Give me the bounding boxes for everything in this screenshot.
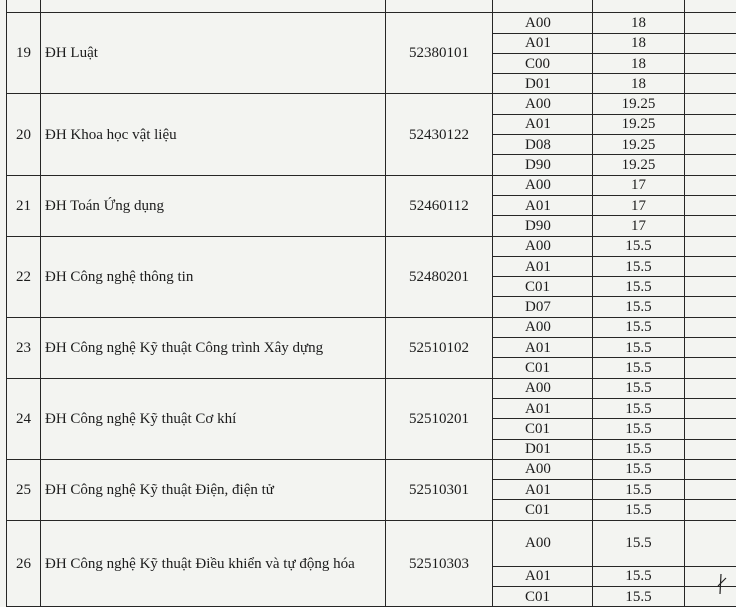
cutoff-score: 15.5 xyxy=(593,419,685,439)
major-code: 52460112 xyxy=(386,175,493,236)
cutoff-score: 19.25 xyxy=(593,135,685,155)
table-row xyxy=(7,13,736,33)
cutoff-score: 18 xyxy=(593,74,685,94)
cutoff-score: 15.5 xyxy=(593,500,685,520)
subject-block: A01 xyxy=(493,114,593,134)
subject-block: A01 xyxy=(493,256,593,276)
note-cell xyxy=(685,135,736,155)
row-number: 26 xyxy=(7,520,41,607)
subject-block: C01 xyxy=(493,358,593,378)
major-code: 52510102 xyxy=(386,317,493,378)
note-cell xyxy=(685,155,736,175)
cutoff-score: 15.5 xyxy=(593,398,685,418)
subject-block: C01 xyxy=(493,587,593,607)
table-row xyxy=(7,236,736,256)
row-number: 19 xyxy=(7,13,41,94)
subject-block: A00 xyxy=(493,13,593,33)
note-cell xyxy=(685,338,736,358)
major-code: 52480201 xyxy=(386,236,493,317)
row-number: 25 xyxy=(7,459,41,520)
note-cell xyxy=(685,53,736,73)
subject-block: A01 xyxy=(493,566,593,586)
major-name: ĐH Công nghệ Kỹ thuật Điều khiển và tự động hóa xyxy=(41,520,386,607)
subject-block: A00 xyxy=(493,317,593,337)
note-cell xyxy=(685,216,736,236)
note-cell xyxy=(685,480,736,500)
subject-block: A01 xyxy=(493,398,593,418)
cutoff-score: 15.5 xyxy=(593,520,685,566)
cutoff-score: 18 xyxy=(593,33,685,53)
table-row xyxy=(7,175,736,195)
cutoff-score: 19.25 xyxy=(593,114,685,134)
note-cell xyxy=(685,256,736,276)
cutoff-score: 15.5 xyxy=(593,480,685,500)
major-code: 52430122 xyxy=(386,94,493,175)
note-cell xyxy=(685,74,736,94)
note-cell xyxy=(685,33,736,53)
subject-block: A00 xyxy=(493,236,593,256)
subject-block: D90 xyxy=(493,216,593,236)
subject-block: A01 xyxy=(493,195,593,215)
cutoff-score: 19.25 xyxy=(593,155,685,175)
note-cell xyxy=(685,175,736,195)
table-body xyxy=(7,0,736,607)
subject-block: C01 xyxy=(493,277,593,297)
subject-block: A01 xyxy=(493,33,593,53)
cutoff-score: 17 xyxy=(593,216,685,236)
note-cell xyxy=(685,459,736,479)
subject-block: A01 xyxy=(493,480,593,500)
major-name: ĐH Luật xyxy=(41,13,386,94)
note-cell xyxy=(685,236,736,256)
cutoff-score: 15.5 xyxy=(593,297,685,317)
note-cell xyxy=(685,419,736,439)
major-name: ĐH Toán Ứng dụng xyxy=(41,175,386,236)
table-row xyxy=(7,94,736,114)
cutoff-score: 15.5 xyxy=(593,378,685,398)
major-name: ĐH Công nghệ thông tin xyxy=(41,236,386,317)
major-name: ĐH Khoa học vật liệu xyxy=(41,94,386,175)
top-partial-row xyxy=(7,0,736,13)
note-cell xyxy=(685,195,736,215)
subject-block: A00 xyxy=(493,459,593,479)
subject-block: D08 xyxy=(493,135,593,155)
subject-block: A00 xyxy=(493,520,593,566)
major-name: ĐH Công nghệ Kỹ thuật Điện, điện tử xyxy=(41,459,386,520)
subject-block: D01 xyxy=(493,439,593,459)
cutoff-score: 15.5 xyxy=(593,317,685,337)
table-row xyxy=(7,317,736,337)
note-cell xyxy=(685,358,736,378)
table-row xyxy=(7,459,736,479)
cutoff-score: 15.5 xyxy=(593,439,685,459)
cutoff-score: 15.5 xyxy=(593,256,685,276)
cutoff-score: 15.5 xyxy=(593,358,685,378)
note-cell xyxy=(685,500,736,520)
major-code: 52380101 xyxy=(386,13,493,94)
row-number: 23 xyxy=(7,317,41,378)
cutoff-score: 19.25 xyxy=(593,94,685,114)
subject-block: A00 xyxy=(493,94,593,114)
note-cell xyxy=(685,94,736,114)
admission-score-table xyxy=(6,0,736,607)
note-cell xyxy=(685,297,736,317)
subject-block: C00 xyxy=(493,53,593,73)
note-cell xyxy=(685,520,736,566)
cutoff-score: 18 xyxy=(593,53,685,73)
major-code: 52510201 xyxy=(386,378,493,459)
row-number: 24 xyxy=(7,378,41,459)
cutoff-score: 15.5 xyxy=(593,566,685,586)
row-number: 22 xyxy=(7,236,41,317)
table-row xyxy=(7,378,736,398)
note-cell xyxy=(685,398,736,418)
row-number: 20 xyxy=(7,94,41,175)
cutoff-score: 15.5 xyxy=(593,587,685,607)
cutoff-score: 15.5 xyxy=(593,459,685,479)
subject-block: D01 xyxy=(493,74,593,94)
table-row xyxy=(7,520,736,566)
major-code: 52510301 xyxy=(386,459,493,520)
cutoff-score: 17 xyxy=(593,175,685,195)
row-number: 21 xyxy=(7,175,41,236)
cutoff-score: 15.5 xyxy=(593,277,685,297)
cutoff-score: 18 xyxy=(593,13,685,33)
note-cell xyxy=(685,439,736,459)
cutoff-score: 15.5 xyxy=(593,236,685,256)
subject-block: D90 xyxy=(493,155,593,175)
subject-block: C01 xyxy=(493,419,593,439)
note-cell xyxy=(685,114,736,134)
subject-block: A00 xyxy=(493,175,593,195)
subject-block: A00 xyxy=(493,378,593,398)
major-code: 52510303 xyxy=(386,520,493,607)
subject-block: A01 xyxy=(493,338,593,358)
major-name: ĐH Công nghệ Kỹ thuật Công trình Xây dựng xyxy=(41,317,386,378)
note-cell xyxy=(685,378,736,398)
cutoff-score: 17 xyxy=(593,195,685,215)
cutoff-score: 15.5 xyxy=(593,338,685,358)
major-name: ĐH Công nghệ Kỹ thuật Cơ khí xyxy=(41,378,386,459)
subject-block: D07 xyxy=(493,297,593,317)
subject-block: C01 xyxy=(493,500,593,520)
note-cell xyxy=(685,13,736,33)
pen-mark xyxy=(712,574,732,596)
note-cell xyxy=(685,277,736,297)
note-cell xyxy=(685,317,736,337)
